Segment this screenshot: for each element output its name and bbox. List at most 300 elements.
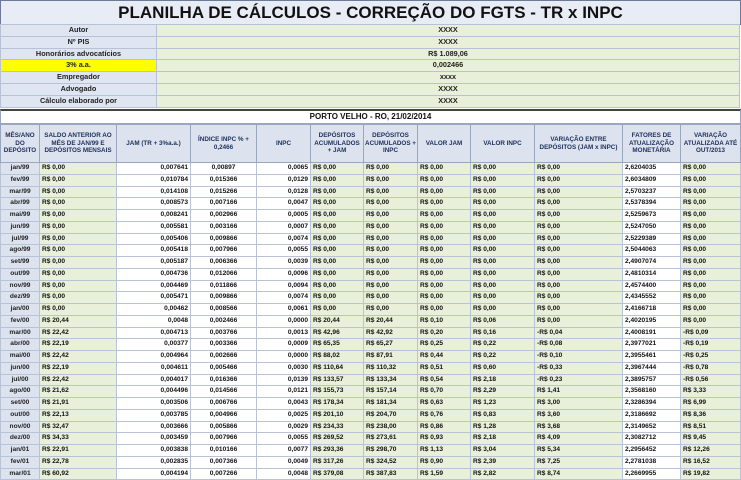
table-cell[interactable]: R$ 0,00 (535, 268, 623, 280)
table-cell[interactable]: R$ 0,00 (418, 163, 471, 175)
info-value[interactable]: XXXX (157, 83, 740, 95)
table-cell[interactable]: R$ 22,19 (40, 339, 117, 351)
table-cell[interactable]: 0,005471 (117, 292, 191, 304)
table-cell[interactable]: -R$ 0,23 (535, 374, 623, 386)
table-cell[interactable]: R$ 0,44 (418, 351, 471, 363)
table-cell[interactable]: R$ 0,00 (418, 304, 471, 316)
table-cell[interactable]: 0,0074 (257, 233, 311, 245)
table-cell[interactable]: 0,004713 (117, 327, 191, 339)
table-cell[interactable]: R$ 1,13 (418, 445, 471, 457)
table-cell[interactable]: dez/99 (1, 292, 40, 304)
table-cell[interactable]: R$ 0,00 (364, 186, 418, 198)
table-cell[interactable]: R$ 0,00 (681, 280, 741, 292)
table-cell[interactable]: -R$ 0,33 (535, 362, 623, 374)
table-cell[interactable]: 0,0096 (257, 268, 311, 280)
table-cell[interactable]: 0,006766 (191, 398, 257, 410)
table-cell[interactable]: 0,002966 (191, 210, 257, 222)
table-cell[interactable]: R$ 8,36 (681, 409, 741, 421)
table-cell[interactable]: R$ 0,63 (418, 398, 471, 410)
table-cell[interactable]: R$ 0,00 (535, 186, 623, 198)
table-cell[interactable]: R$ 0,00 (311, 245, 364, 257)
table-cell[interactable]: jul/99 (1, 233, 40, 245)
table-cell[interactable]: -R$ 0,25 (681, 351, 741, 363)
table-cell[interactable]: set/99 (1, 257, 40, 269)
table-cell[interactable]: R$ 0,00 (471, 221, 535, 233)
table-cell[interactable]: R$ 0,00 (40, 292, 117, 304)
table-cell[interactable]: 0,003506 (117, 398, 191, 410)
table-cell[interactable]: R$ 65,35 (311, 339, 364, 351)
table-cell[interactable]: R$ 0,00 (311, 210, 364, 222)
table-cell[interactable]: R$ 0,00 (311, 292, 364, 304)
table-cell[interactable]: R$ 20,44 (364, 315, 418, 327)
table-cell[interactable]: R$ 0,00 (40, 186, 117, 198)
table-cell[interactable]: R$ 0,00 (535, 221, 623, 233)
table-cell[interactable]: R$ 0,06 (471, 315, 535, 327)
table-cell[interactable]: mar/01 (1, 468, 40, 480)
table-cell[interactable]: R$ 0,00 (681, 198, 741, 210)
table-cell[interactable]: R$ 0,00 (418, 257, 471, 269)
table-cell[interactable]: R$ 181,34 (364, 398, 418, 410)
table-cell[interactable]: R$ 2,39 (471, 456, 535, 468)
table-cell[interactable]: R$ 0,00 (471, 186, 535, 198)
table-cell[interactable]: abr/00 (1, 339, 40, 351)
table-cell[interactable]: R$ 8,51 (681, 421, 741, 433)
table-cell[interactable]: R$ 0,00 (311, 280, 364, 292)
table-cell[interactable]: 0,0047 (257, 198, 311, 210)
table-cell[interactable]: R$ 7,25 (535, 456, 623, 468)
table-cell[interactable]: R$ 0,00 (471, 304, 535, 316)
table-cell[interactable]: R$ 42,96 (311, 327, 364, 339)
table-cell[interactable]: R$ 0,00 (40, 304, 117, 316)
table-cell[interactable]: R$ 0,00 (40, 163, 117, 175)
info-value[interactable]: 0,002466 (157, 60, 740, 72)
table-cell[interactable]: R$ 0,00 (471, 210, 535, 222)
table-cell[interactable]: 0,0013 (257, 327, 311, 339)
table-cell[interactable]: 0,007166 (191, 198, 257, 210)
table-cell[interactable]: 0,0025 (257, 409, 311, 421)
table-cell[interactable]: 0,004611 (117, 362, 191, 374)
table-cell[interactable]: 2,3967444 (623, 362, 681, 374)
table-cell[interactable]: R$ 0,20 (418, 327, 471, 339)
table-cell[interactable]: 0,016366 (191, 374, 257, 386)
table-cell[interactable]: R$ 0,83 (471, 409, 535, 421)
table-cell[interactable]: R$ 0,00 (418, 186, 471, 198)
table-cell[interactable]: 0,008241 (117, 210, 191, 222)
info-label[interactable]: Advogado (1, 83, 157, 95)
table-cell[interactable]: R$ 21,62 (40, 386, 117, 398)
table-cell[interactable]: fev/01 (1, 456, 40, 468)
table-cell[interactable]: R$ 0,00 (40, 245, 117, 257)
table-cell[interactable]: 2,5259673 (623, 210, 681, 222)
table-cell[interactable]: R$ 0,22 (471, 351, 535, 363)
table-cell[interactable]: R$ 273,61 (364, 433, 418, 445)
table-cell[interactable]: R$ 5,34 (535, 445, 623, 457)
table-cell[interactable]: 0,0043 (257, 398, 311, 410)
column-header[interactable]: VARIAÇÃO ENTRE DEPÓSITOS (JAM x INPC) (535, 125, 623, 163)
info-value[interactable]: XXXX (157, 25, 740, 37)
table-cell[interactable]: mai/00 (1, 351, 40, 363)
table-cell[interactable]: 0,004966 (191, 409, 257, 421)
table-cell[interactable]: R$ 34,33 (40, 433, 117, 445)
table-cell[interactable]: abr/99 (1, 198, 40, 210)
column-header[interactable]: INPC (257, 125, 311, 163)
table-cell[interactable]: 2,3082712 (623, 433, 681, 445)
table-cell[interactable]: 0,0094 (257, 280, 311, 292)
table-cell[interactable]: -R$ 0,04 (535, 327, 623, 339)
table-cell[interactable]: 0,005418 (117, 245, 191, 257)
table-cell[interactable]: R$ 0,00 (418, 292, 471, 304)
table-cell[interactable]: 0,014566 (191, 386, 257, 398)
info-value[interactable]: R$ 1.089,06 (157, 48, 740, 60)
table-cell[interactable]: R$ 0,93 (418, 433, 471, 445)
table-cell[interactable]: 0,004017 (117, 374, 191, 386)
table-cell[interactable]: R$ 21,91 (40, 398, 117, 410)
table-cell[interactable]: 0,008573 (117, 198, 191, 210)
table-cell[interactable]: nov/00 (1, 421, 40, 433)
column-header[interactable]: VARIAÇÃO ATUALIZADA ATÉ OUT/2013 (681, 125, 741, 163)
table-cell[interactable]: R$ 155,73 (311, 386, 364, 398)
table-cell[interactable]: R$ 0,00 (418, 198, 471, 210)
table-cell[interactable]: dez/00 (1, 433, 40, 445)
table-cell[interactable]: 2,3977021 (623, 339, 681, 351)
table-cell[interactable]: R$ 0,00 (471, 163, 535, 175)
table-cell[interactable]: R$ 0,00 (418, 174, 471, 186)
info-label[interactable]: Nº PIS (1, 36, 157, 48)
table-cell[interactable]: R$ 269,52 (311, 433, 364, 445)
table-cell[interactable]: R$ 0,00 (364, 292, 418, 304)
table-cell[interactable]: 0,004469 (117, 280, 191, 292)
column-header[interactable]: FATORES DE ATUALIZAÇÃO MONETÁRIA (623, 125, 681, 163)
table-cell[interactable]: 2,4810314 (623, 268, 681, 280)
table-cell[interactable]: nov/99 (1, 280, 40, 292)
table-cell[interactable]: 2,5229389 (623, 233, 681, 245)
table-cell[interactable]: R$ 32,47 (40, 421, 117, 433)
table-cell[interactable]: R$ 0,00 (681, 210, 741, 222)
table-cell[interactable]: R$ 87,91 (364, 351, 418, 363)
table-cell[interactable]: R$ 0,00 (535, 292, 623, 304)
table-cell[interactable]: 0,003666 (117, 421, 191, 433)
table-cell[interactable]: R$ 0,00 (364, 174, 418, 186)
table-cell[interactable]: R$ 0,00 (681, 315, 741, 327)
table-cell[interactable]: 0,005466 (191, 362, 257, 374)
table-cell[interactable]: 0,0139 (257, 374, 311, 386)
table-cell[interactable]: 0,0030 (257, 362, 311, 374)
table-cell[interactable]: R$ 0,00 (535, 198, 623, 210)
table-cell[interactable]: 2,6204035 (623, 163, 681, 175)
table-cell[interactable]: -R$ 0,09 (681, 327, 741, 339)
table-cell[interactable]: 0,0121 (257, 386, 311, 398)
table-cell[interactable]: 0,00897 (191, 163, 257, 175)
table-cell[interactable]: R$ 178,34 (311, 398, 364, 410)
table-cell[interactable]: set/00 (1, 398, 40, 410)
table-cell[interactable]: 0,0005 (257, 210, 311, 222)
table-cell[interactable]: 0,0065 (257, 163, 311, 175)
table-cell[interactable]: R$ 0,00 (364, 257, 418, 269)
table-cell[interactable]: 2,4345552 (623, 292, 681, 304)
table-cell[interactable]: 2,3895757 (623, 374, 681, 386)
table-cell[interactable]: fev/99 (1, 174, 40, 186)
table-cell[interactable]: 2,4008191 (623, 327, 681, 339)
table-cell[interactable]: jun/99 (1, 221, 40, 233)
table-cell[interactable]: 0,005581 (117, 221, 191, 233)
table-cell[interactable]: R$ 22,78 (40, 456, 117, 468)
table-cell[interactable]: R$ 0,00 (40, 268, 117, 280)
table-cell[interactable]: R$ 0,00 (418, 233, 471, 245)
table-cell[interactable]: 0,0061 (257, 304, 311, 316)
table-cell[interactable]: 0,003785 (117, 409, 191, 421)
table-cell[interactable]: R$ 0,00 (418, 210, 471, 222)
table-cell[interactable]: 0,0048 (117, 315, 191, 327)
table-cell[interactable]: jan/01 (1, 445, 40, 457)
table-cell[interactable]: 0,009866 (191, 292, 257, 304)
table-cell[interactable]: 0,002835 (117, 456, 191, 468)
table-cell[interactable]: R$ 12,26 (681, 445, 741, 457)
table-cell[interactable]: R$ 0,00 (40, 210, 117, 222)
table-cell[interactable]: R$ 0,00 (471, 292, 535, 304)
table-cell[interactable]: R$ 0,00 (311, 163, 364, 175)
table-cell[interactable]: R$ 3,60 (535, 409, 623, 421)
table-cell[interactable]: R$ 0,00 (681, 174, 741, 186)
table-cell[interactable]: 0,003459 (117, 433, 191, 445)
column-header[interactable]: VALOR INPC (471, 125, 535, 163)
table-cell[interactable]: 0,012066 (191, 268, 257, 280)
table-cell[interactable]: R$ 19,82 (681, 468, 741, 480)
table-cell[interactable]: 0,0074 (257, 292, 311, 304)
table-cell[interactable]: R$ 22,42 (40, 374, 117, 386)
table-cell[interactable]: R$ 0,00 (535, 315, 623, 327)
table-cell[interactable]: R$ 60,92 (40, 468, 117, 480)
table-cell[interactable]: 0,004194 (117, 468, 191, 480)
table-cell[interactable]: R$ 0,00 (40, 280, 117, 292)
table-cell[interactable]: 0,005187 (117, 257, 191, 269)
table-cell[interactable]: mai/99 (1, 210, 40, 222)
table-cell[interactable]: jul/00 (1, 374, 40, 386)
table-cell[interactable]: 0,014108 (117, 186, 191, 198)
table-cell[interactable]: R$ 88,02 (311, 351, 364, 363)
table-cell[interactable]: 2,4020195 (623, 315, 681, 327)
table-cell[interactable]: R$ 0,22 (471, 339, 535, 351)
table-cell[interactable]: -R$ 0,10 (535, 351, 623, 363)
table-cell[interactable]: R$ 8,74 (535, 468, 623, 480)
table-cell[interactable]: ago/99 (1, 245, 40, 257)
table-cell[interactable]: 0,015366 (191, 174, 257, 186)
table-cell[interactable]: R$ 0,00 (535, 257, 623, 269)
table-cell[interactable]: 0,0129 (257, 174, 311, 186)
table-cell[interactable]: 0,0000 (257, 315, 311, 327)
table-cell[interactable]: R$ 0,00 (311, 304, 364, 316)
table-cell[interactable]: 2,5044063 (623, 245, 681, 257)
info-label[interactable]: Empregador (1, 72, 157, 84)
table-cell[interactable]: 2,3186692 (623, 409, 681, 421)
table-cell[interactable]: R$ 2,18 (471, 433, 535, 445)
table-cell[interactable]: R$ 1,28 (471, 421, 535, 433)
table-cell[interactable]: 2,4907074 (623, 257, 681, 269)
table-cell[interactable]: 2,4574400 (623, 280, 681, 292)
table-cell[interactable]: R$ 0,00 (681, 292, 741, 304)
table-cell[interactable]: 0,007966 (191, 433, 257, 445)
table-cell[interactable]: out/99 (1, 268, 40, 280)
table-cell[interactable]: R$ 0,00 (681, 233, 741, 245)
info-label[interactable]: 3% a.a. (1, 60, 157, 72)
column-header[interactable]: VALOR JAM (418, 125, 471, 163)
table-cell[interactable]: R$ 0,51 (418, 362, 471, 374)
info-label[interactable]: Honorários advocatícios (1, 48, 157, 60)
table-cell[interactable]: R$ 0,00 (535, 163, 623, 175)
table-cell[interactable]: R$ 0,00 (364, 245, 418, 257)
table-cell[interactable]: R$ 0,00 (418, 268, 471, 280)
table-cell[interactable]: R$ 0,00 (40, 257, 117, 269)
table-cell[interactable]: R$ 0,00 (471, 198, 535, 210)
table-cell[interactable]: R$ 0,90 (418, 456, 471, 468)
table-cell[interactable]: R$ 0,00 (471, 268, 535, 280)
table-cell[interactable]: R$ 4,09 (535, 433, 623, 445)
table-cell[interactable]: 0,004736 (117, 268, 191, 280)
table-cell[interactable]: R$ 204,70 (364, 409, 418, 421)
table-cell[interactable]: 2,3149652 (623, 421, 681, 433)
table-cell[interactable]: R$ 0,00 (681, 163, 741, 175)
column-header[interactable]: DEPÓSITOS ACUMULADOS + INPC (364, 125, 418, 163)
table-cell[interactable]: 0,0009 (257, 339, 311, 351)
table-cell[interactable]: R$ 0,00 (681, 186, 741, 198)
table-cell[interactable]: 0,005866 (191, 421, 257, 433)
table-cell[interactable]: R$ 0,00 (535, 304, 623, 316)
table-cell[interactable]: R$ 0,60 (471, 362, 535, 374)
table-cell[interactable]: 2,5703237 (623, 186, 681, 198)
table-cell[interactable]: R$ 0,00 (418, 245, 471, 257)
table-cell[interactable]: 0,00377 (117, 339, 191, 351)
table-cell[interactable]: R$ 0,00 (311, 186, 364, 198)
table-cell[interactable]: R$ 0,00 (40, 233, 117, 245)
table-cell[interactable]: 0,002466 (191, 315, 257, 327)
table-cell[interactable]: R$ 3,00 (535, 398, 623, 410)
table-cell[interactable]: 0,0077 (257, 445, 311, 457)
table-cell[interactable]: -R$ 0,78 (681, 362, 741, 374)
table-cell[interactable]: 0,010784 (117, 174, 191, 186)
table-cell[interactable]: R$ 0,00 (364, 233, 418, 245)
table-cell[interactable]: R$ 0,00 (418, 221, 471, 233)
info-label[interactable]: Cálculo elaborado por (1, 95, 157, 107)
table-cell[interactable]: ago/00 (1, 386, 40, 398)
table-cell[interactable]: R$ 0,00 (535, 210, 623, 222)
table-cell[interactable]: R$ 9,45 (681, 433, 741, 445)
table-cell[interactable]: R$ 0,00 (311, 198, 364, 210)
table-cell[interactable]: 0,0039 (257, 257, 311, 269)
table-cell[interactable]: 0,003166 (191, 221, 257, 233)
table-cell[interactable]: R$ 324,52 (364, 456, 418, 468)
table-cell[interactable]: 2,2669955 (623, 468, 681, 480)
table-cell[interactable]: R$ 2,18 (471, 374, 535, 386)
table-cell[interactable]: R$ 0,00 (681, 221, 741, 233)
table-cell[interactable]: R$ 1,59 (418, 468, 471, 480)
table-cell[interactable]: R$ 0,00 (364, 221, 418, 233)
table-cell[interactable]: R$ 0,00 (471, 174, 535, 186)
info-value[interactable]: xxxx (157, 72, 740, 84)
table-cell[interactable]: R$ 3,04 (471, 445, 535, 457)
table-cell[interactable]: 2,3955461 (623, 351, 681, 363)
table-cell[interactable]: 0,004496 (117, 386, 191, 398)
table-cell[interactable]: R$ 387,83 (364, 468, 418, 480)
table-cell[interactable]: R$ 22,13 (40, 409, 117, 421)
table-cell[interactable]: 2,6034809 (623, 174, 681, 186)
table-cell[interactable]: R$ 0,00 (535, 233, 623, 245)
column-header[interactable]: JAM (TR + 3%a.a.) (117, 125, 191, 163)
table-cell[interactable]: R$ 0,00 (471, 245, 535, 257)
table-cell[interactable]: R$ 0,00 (471, 280, 535, 292)
table-cell[interactable]: R$ 317,26 (311, 456, 364, 468)
table-cell[interactable]: -R$ 0,56 (681, 374, 741, 386)
table-cell[interactable]: R$ 0,00 (681, 257, 741, 269)
table-cell[interactable]: R$ 20,44 (311, 315, 364, 327)
table-cell[interactable]: 0,007266 (191, 468, 257, 480)
table-cell[interactable]: 0,003366 (191, 339, 257, 351)
table-cell[interactable]: R$ 22,42 (40, 327, 117, 339)
table-cell[interactable]: 0,007966 (191, 245, 257, 257)
table-cell[interactable]: 0,007641 (117, 163, 191, 175)
table-cell[interactable]: R$ 293,36 (311, 445, 364, 457)
table-cell[interactable]: 0,006366 (191, 257, 257, 269)
table-cell[interactable]: R$ 110,32 (364, 362, 418, 374)
table-cell[interactable]: R$ 0,00 (364, 198, 418, 210)
table-cell[interactable]: R$ 0,00 (535, 245, 623, 257)
table-cell[interactable]: R$ 0,00 (364, 268, 418, 280)
table-cell[interactable]: R$ 22,19 (40, 362, 117, 374)
table-cell[interactable]: 0,0029 (257, 421, 311, 433)
table-cell[interactable]: R$ 0,00 (364, 163, 418, 175)
table-cell[interactable]: jan/00 (1, 304, 40, 316)
table-cell[interactable]: R$ 0,86 (418, 421, 471, 433)
table-cell[interactable]: R$ 0,00 (40, 198, 117, 210)
table-cell[interactable]: R$ 110,64 (311, 362, 364, 374)
table-cell[interactable]: R$ 0,10 (418, 315, 471, 327)
table-cell[interactable]: R$ 65,27 (364, 339, 418, 351)
table-cell[interactable]: mar/00 (1, 327, 40, 339)
table-cell[interactable]: R$ 1,41 (535, 386, 623, 398)
table-cell[interactable]: R$ 0,00 (311, 268, 364, 280)
table-cell[interactable]: 0,0055 (257, 245, 311, 257)
table-cell[interactable]: R$ 20,44 (40, 315, 117, 327)
table-cell[interactable]: 0,00462 (117, 304, 191, 316)
table-cell[interactable]: R$ 0,00 (40, 221, 117, 233)
table-cell[interactable]: R$ 298,70 (364, 445, 418, 457)
column-header[interactable]: ÍNDICE INPC % + 0,2466 (191, 125, 257, 163)
table-cell[interactable]: 0,015266 (191, 186, 257, 198)
table-cell[interactable]: 2,3286394 (623, 398, 681, 410)
table-cell[interactable]: R$ 0,00 (535, 174, 623, 186)
table-cell[interactable]: R$ 0,25 (418, 339, 471, 351)
table-cell[interactable]: R$ 0,00 (681, 245, 741, 257)
table-cell[interactable]: R$ 0,76 (418, 409, 471, 421)
table-cell[interactable]: R$ 0,00 (311, 257, 364, 269)
table-cell[interactable]: -R$ 0,08 (535, 339, 623, 351)
table-cell[interactable]: R$ 379,08 (311, 468, 364, 480)
info-value[interactable]: XXXX (157, 36, 740, 48)
table-cell[interactable]: 0,003838 (117, 445, 191, 457)
table-cell[interactable]: R$ 2,82 (471, 468, 535, 480)
table-cell[interactable]: R$ 6,99 (681, 398, 741, 410)
table-cell[interactable]: fev/00 (1, 315, 40, 327)
table-cell[interactable]: R$ 0,00 (418, 280, 471, 292)
table-cell[interactable]: R$ 0,00 (311, 174, 364, 186)
table-cell[interactable]: 0,002666 (191, 351, 257, 363)
table-cell[interactable]: R$ 16,52 (681, 456, 741, 468)
table-cell[interactable]: R$ 22,91 (40, 445, 117, 457)
table-cell[interactable]: jun/00 (1, 362, 40, 374)
table-cell[interactable]: R$ 3,68 (535, 421, 623, 433)
table-cell[interactable]: 0,0000 (257, 351, 311, 363)
table-cell[interactable]: out/00 (1, 409, 40, 421)
table-cell[interactable]: 0,0048 (257, 468, 311, 480)
table-cell[interactable]: R$ 133,57 (311, 374, 364, 386)
